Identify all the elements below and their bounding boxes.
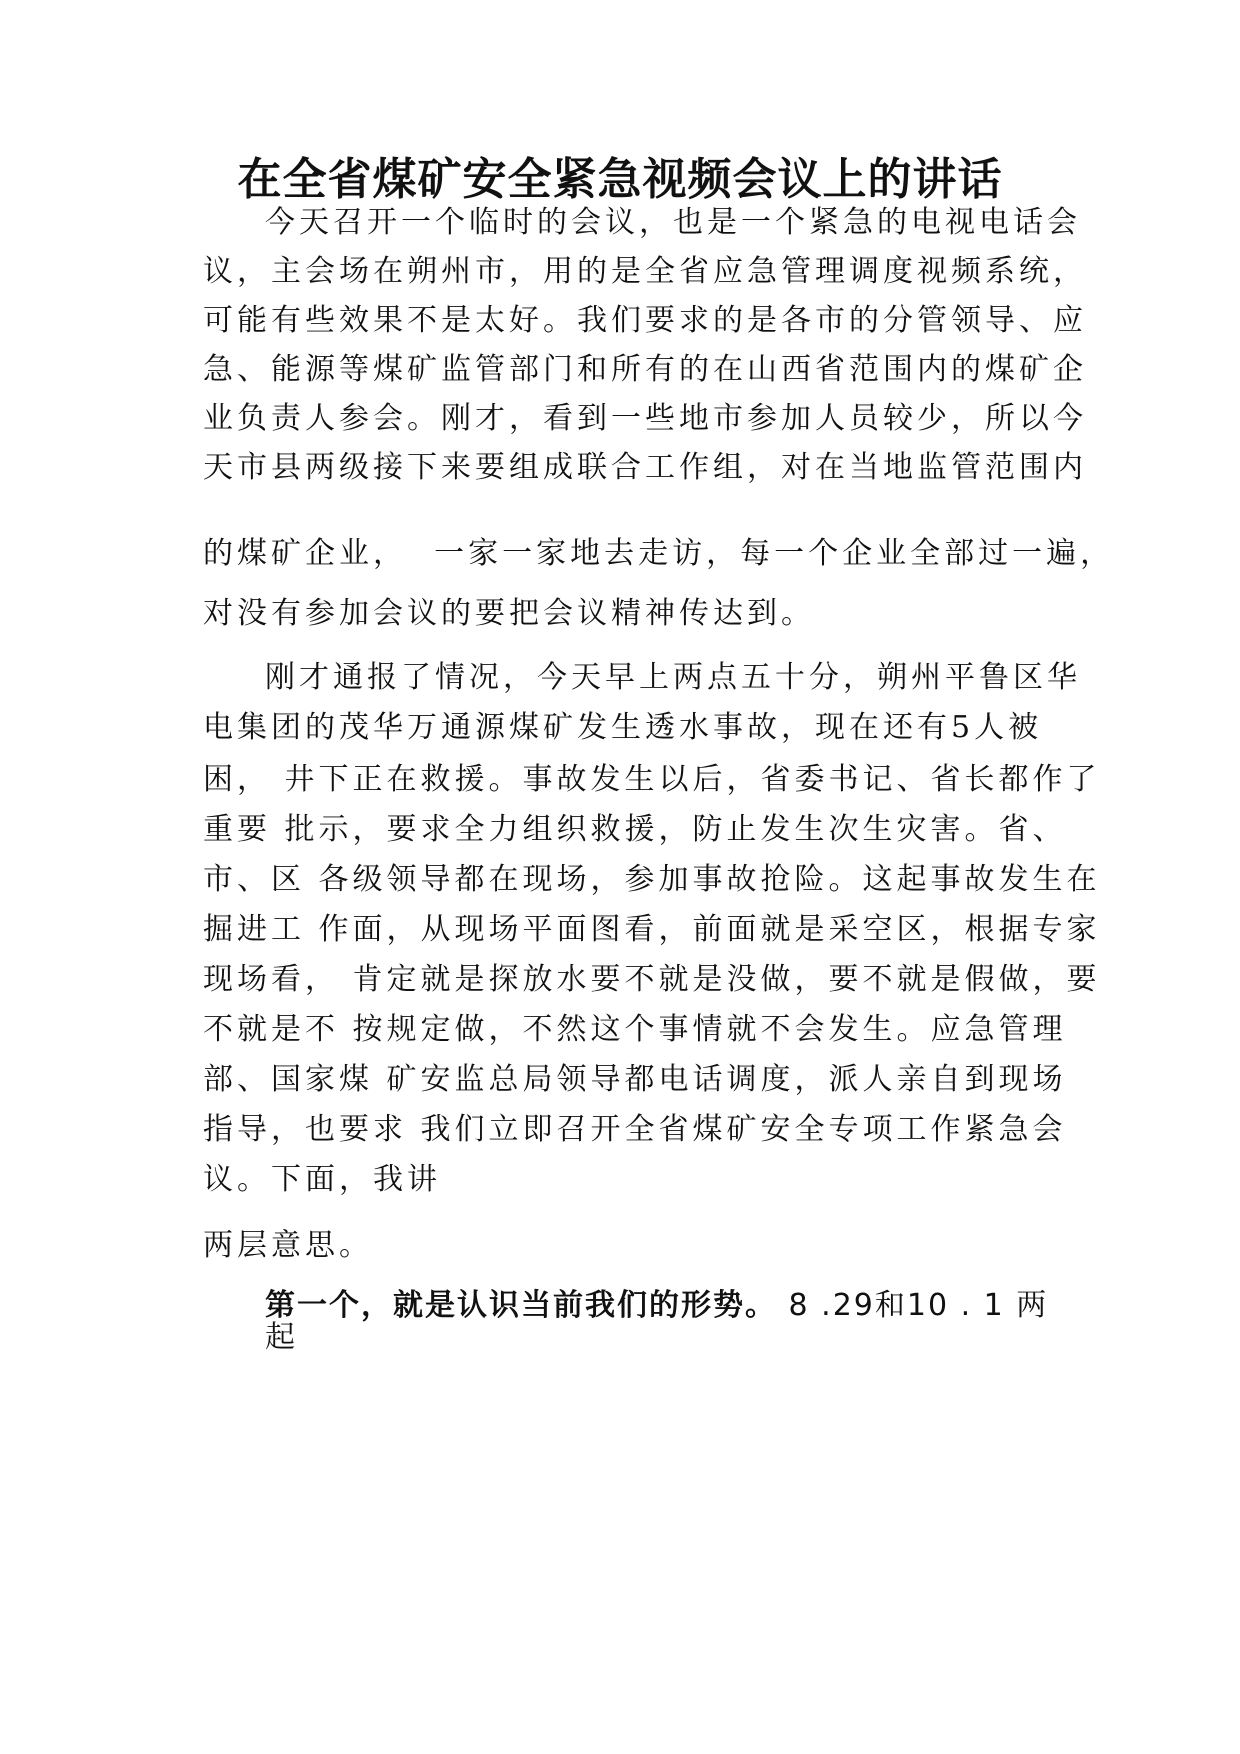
paragraph-2-line-9: 部、国家煤 矿安监总局领导都电话调度，派人亲自到现场	[203, 1062, 1067, 1097]
paragraph-1-line-5: 业负责人参会。刚才，看到一些地市参加人员较少，所以今	[203, 401, 1087, 436]
paragraph-2-line-4: 重要 批示，要求全力组织救援，防止发生次生灾害。省、	[203, 812, 1067, 847]
paragraph-2-line-5: 市、区 各级领导都在现场，参加事故抢险。这起事故发生在	[203, 862, 1101, 897]
paragraph-1-line-3: 可能有些效果不是太好。我们要求的是各市的分管领导、应	[203, 303, 1087, 338]
paragraph-3-line-1	[265, 1286, 1048, 1326]
paragraph-2-line-2: 电集团的茂华万通源煤矿发生透水事故，现在还有5人被	[203, 710, 1043, 745]
paragraph-1-line-7: 的煤矿企业， 一家一家地去走访，每一个企业全部过一遍，	[203, 536, 1115, 571]
paragraph-2-line-6: 掘进工 作面，从现场平面图看，前面就是采空区，根据专家	[203, 912, 1101, 947]
section-heading-bold: 第一个，就是认识当前我们的形势。	[265, 1288, 777, 1323]
paragraph-2-line-8: 不就是不 按规定做，不然这个事情就不会发生。应急管理	[203, 1012, 1067, 1047]
paragraph-1-line-8: 对没有参加会议的要把会议精神传达到。	[203, 596, 815, 631]
paragraph-2-line-3: 困， 井下正在救援。事故发生以后，省委书记、省长都作了	[203, 762, 1101, 797]
paragraph-2-line-7: 现场看， 肯定就是探放水要不就是没做，要不就是假做，要	[203, 962, 1101, 997]
paragraph-2-line-12: 两层意思。	[203, 1228, 373, 1263]
paragraph-2-line-11: 议。下面，我讲	[203, 1162, 441, 1197]
paragraph-2-line-10: 指导，也要求 我们立即召开全省煤矿安全专项工作紧急会	[203, 1112, 1067, 1147]
paragraph-3-line-2: 起	[265, 1320, 299, 1355]
paragraph-1-line-4: 急、能源等煤矿监管部门和所有的在山西省范围内的煤矿企	[203, 352, 1087, 387]
document-title: 在全省煤矿安全紧急视频会议上的讲话	[237, 154, 1003, 205]
paragraph-1-line-2: 议，主会场在朔州市，用的是全省应急管理调度视频系统，	[203, 254, 1087, 289]
paragraph-1-line-6: 天市县两级接下来要组成联合工作组，对在当地监管范围内	[203, 450, 1087, 485]
paragraph-3-continuation: 8 .29和10 . 1 两	[777, 1288, 1049, 1323]
paragraph-1-line-1: 今天召开一个临时的会议，也是一个紧急的电视电话会	[265, 205, 1081, 240]
paragraph-2-line-1: 刚才通报了情况，今天早上两点五十分，朔州平鲁区华	[265, 660, 1081, 695]
